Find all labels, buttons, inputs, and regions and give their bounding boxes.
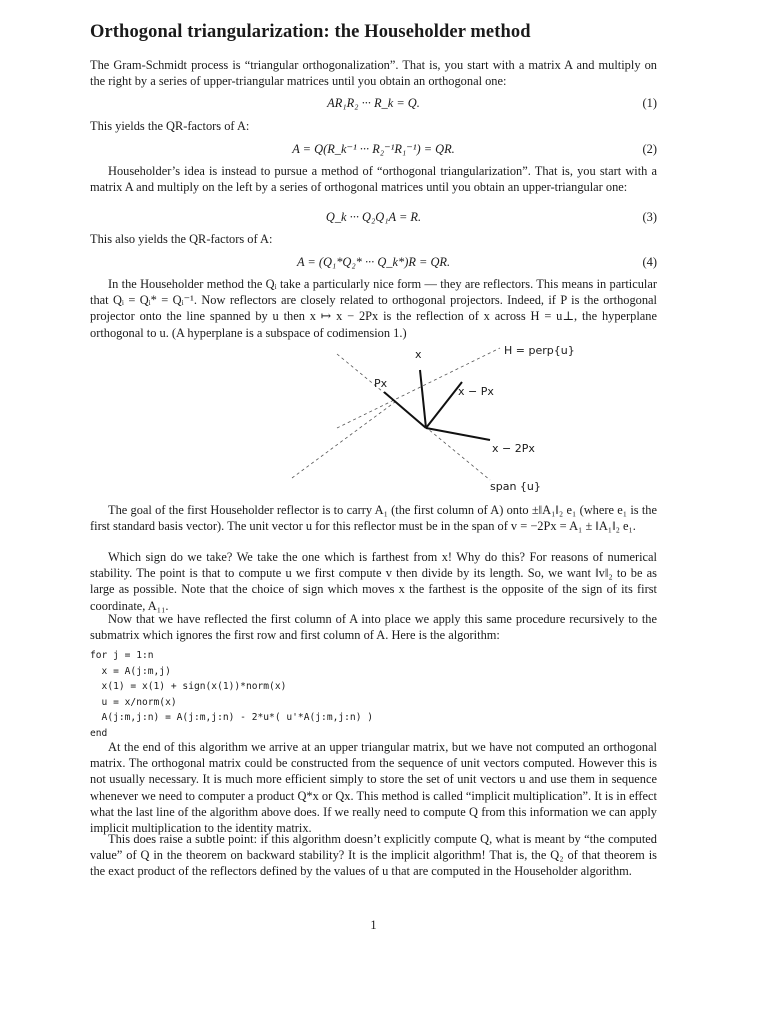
vector-x bbox=[420, 370, 426, 428]
paragraph-which-sign: Which sign do we take? We take the one which is farthest from x! Why do this? For reasons of numerical stability. The point is that to compute u we first compute v then divide by its length. So, we want ‖v‖₂ to be as large as possible. Note that the choice of sign which moves x the farthest is the opposite of the sign of its first coordinate, A₁₁. bbox=[90, 550, 657, 613]
vector-Px bbox=[384, 392, 426, 428]
label-H: H = perp{u} bbox=[504, 344, 575, 357]
label-span-u: span {u} bbox=[490, 480, 541, 493]
paragraph-also-yields: This also yields the QR-factors of A: bbox=[90, 232, 273, 246]
equation-1-number: (1) bbox=[642, 96, 657, 110]
paragraph-implicit-multiplication: At the end of this algorithm we arrive at an upper triangular matrix, but we have not computed an orthogonal matrix. The orthogonal matrix could be constructed from the sequence of unit vectors computed. However this is not usually necessary. It is much more efficient simply to store the set of unit vectors u and use them in sequence whenever we need to computer a product Q*x or Qx. This method is called “implicit multiplication”. It is in effect what the last line of the algorithm above does. If we really need to compute Q from this information we can apply implicit multiplication to the identity matrix. bbox=[90, 740, 657, 836]
equation-1-body: AR₁R₂ ··· R_k = Q. bbox=[327, 96, 420, 110]
equation-3 bbox=[90, 209, 657, 226]
equation-1 bbox=[90, 95, 657, 112]
paragraph-householder-idea: Householder’s idea is instead to pursue a method of “orthogonal triangularization”. That is, you start with a matrix A and multiply on the left by a series of orthogonal matrices until you obtain an upper-triangular one: bbox=[90, 164, 657, 195]
paragraph-first-reflector: The goal of the first Householder reflector is to carry A₁ (the first column of A) onto ±‖A₁‖₂ e₁ (where e₁ is the first standard basis vector). The unit vector u for this reflector must be in the span of v = −2Px = A₁ ± ‖A₁‖₂ e₁. bbox=[90, 503, 657, 534]
paragraph-reflectors: In the Householder method the Qᵢ take a particularly nice form — they are reflectors. This means in particular that Qᵢ = Qᵢ* = Qᵢ⁻¹. Now reflectors are closely related to orthogonal projectors. Indeed, if P is the orthogonal projector onto the line spanned by u then x ↦ x − 2Px is the reflection of x across H = u⊥, the hyperplane orthogonal to u. (A hyperplane is a subspace of codimension 1.) bbox=[90, 277, 657, 340]
equation-3-body: Q_k ··· Q₂Q₁A = R. bbox=[325, 210, 422, 224]
paragraph-qr-factors: This yields the QR-factors of A: bbox=[90, 119, 250, 133]
paragraph-intro: The Gram-Schmidt process is “triangular orthogonalization”. That is, you start with a matrix A and multiply on the right by a series of upper-triangular matrices until you obtain an orthogonal one: bbox=[90, 58, 657, 89]
paragraph-recursive: Now that we have reflected the first column of A into place we apply this same procedure recursively to the submatrix which ignores the first row and first column of A. Here is the algorithm: bbox=[90, 612, 657, 643]
algorithm-code: for j = 1:n x = A(j:m,j) x(1) = x(1) + sign(x(1))*norm(x) u = x/norm(x) A(j:m,j:n) = A(j:m,j:n) - 2*u*( u'*A(j:m,j:n) ) end bbox=[90, 650, 374, 739]
equation-4-number: (4) bbox=[642, 255, 657, 269]
label-Px: Px bbox=[374, 377, 388, 390]
vector-x-minus-2Px bbox=[426, 428, 490, 440]
equation-4 bbox=[90, 254, 657, 271]
reflection-figure bbox=[260, 340, 580, 500]
page-number: 1 bbox=[370, 918, 377, 932]
equation-2 bbox=[90, 141, 657, 158]
label-x-minus-2Px: x − 2Px bbox=[492, 442, 535, 455]
label-x: x bbox=[415, 348, 422, 361]
equation-2-body: A = Q(R_k⁻¹ ··· R₂⁻¹R₁⁻¹) = QR. bbox=[292, 142, 455, 156]
equation-3-number: (3) bbox=[642, 210, 657, 224]
paragraph-subtle-point: This does raise a subtle point: if this algorithm doesn’t explicitly compute Q, what is meant by “the computed value” of Q in the theorem on backward stability? It is the implicit algorithm! That is, the Q₂ of that theorem is the exact product of the reflectors defined by the values of u that are computed in the Householder algorithm. bbox=[90, 832, 657, 879]
page-title: Orthogonal triangularization: the Householder method bbox=[90, 22, 531, 42]
equation-4-body: A = (Q₁*Q₂* ··· Q_k*)R = QR. bbox=[296, 255, 451, 269]
label-x-minus-Px: x − Px bbox=[458, 385, 494, 398]
span-u-line bbox=[292, 402, 395, 478]
equation-2-number: (2) bbox=[642, 142, 657, 156]
vector-x-minus-Px bbox=[426, 382, 462, 428]
